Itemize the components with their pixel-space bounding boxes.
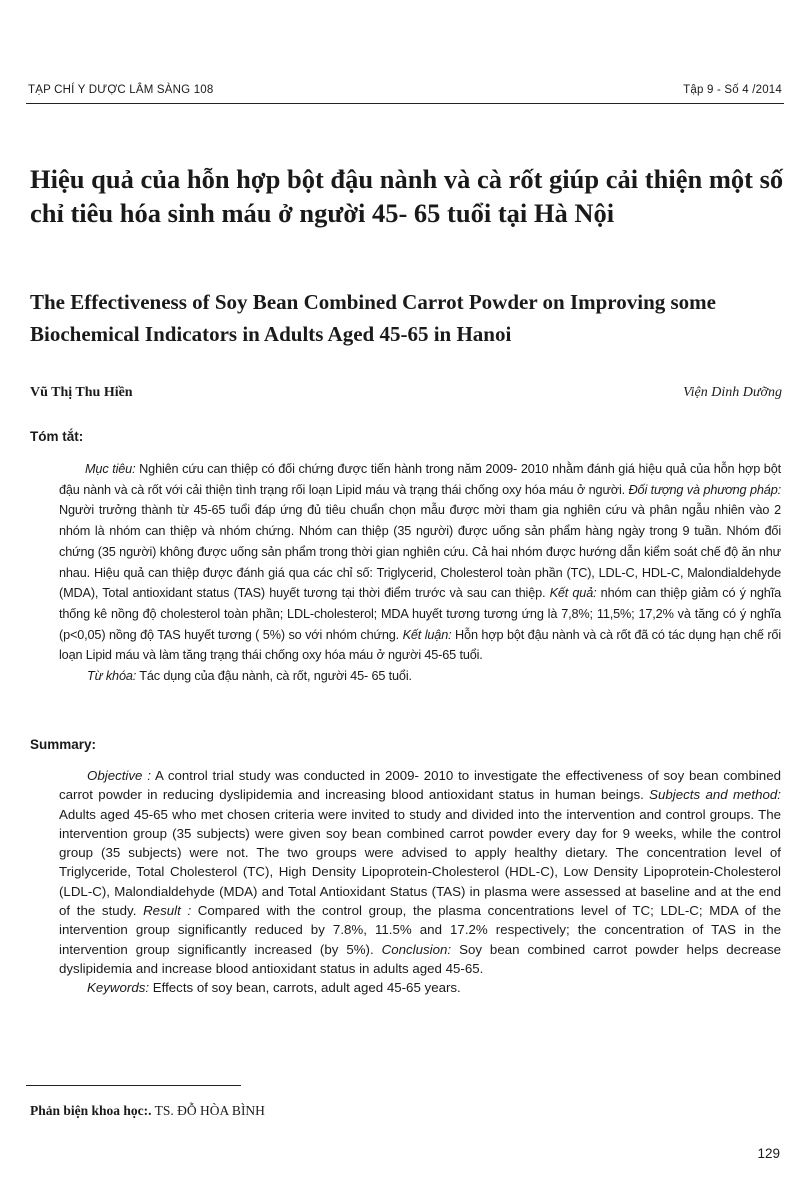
keywords-text: Tác dụng của đậu nành, cà rốt, người 45- 65 tuổi. [136,669,412,684]
footnote-divider [26,1085,241,1086]
reviewer-note [30,1103,265,1119]
vietnamese-title: Hiệu quả của hỗn hợp bột đậu nành và cà rốt giúp cải thiện một số chỉ tiêu hóa sinh máu ở người 45- 65 tuổi tại Hà Nội [30,164,784,228]
reviewer-name: TS. ĐỖ HÒA BÌNH [151,1103,265,1118]
english-abstract-body [59,766,781,978]
objective-label: Objective : [87,768,151,783]
author-affiliation: Viện Dinh Dưỡng [683,385,782,400]
vietnamese-keywords [87,666,781,687]
result-text: nhóm can thiệp giảm có ý nghĩa thống kê nồng độ cholesterol toàn phần; LDL-cholesterol; MDA huyết tương tương ứng là 7,8%; 11,5%; 17,2% và tăng có ý nghĩa (p<0,05) nồng độ TAS huyết tương ( 5%) so với nhóm chứng. [59,586,781,642]
vietnamese-abstract-body [59,459,781,666]
objective-text: Nghiên cứu can thiệp có đối chứng được tiến hành trong năm 2009- 2010 nhằm đánh giá hiệu quả của hỗn hợp bột đậu nành và cà rốt với cải thiện tình trạng rối loạn Lipid máu và trạng thái chống oxy hóa máu ở người. [59,462,781,497]
english-title: The Effectiveness of Soy Bean Combined Carrot Powder on Improving some Biochemical Indicators in Adults Aged 45-65 in Hanoi [30,290,716,346]
conclusion-text: Hỗn hợp bột đậu nành và cà rốt đã có tác dụng hạn chế rối loạn Lipid máu và làm tăng trạng thái chống oxy hóa máu ở người 45-65 tuổi. [59,627,782,663]
header-divider [26,103,784,104]
conclusion-label: Kết luận: [402,627,452,642]
english-abstract [59,766,781,998]
english-abstract-heading: Summary: [30,737,97,752]
keywords-text: Effects of soy bean, carrots, adult aged 45-65 years. [149,980,461,996]
conclusion-text: Soy bean combined carrot powder helps decrease dyslipidemia and increase blood antioxidant status in adults aged 45-65. [59,941,781,976]
author-name: Vũ Thị Thu Hiền [30,385,133,400]
vietnamese-abstract [59,459,781,687]
result-label: Kết quả: [549,586,597,601]
objective-label: Mục tiêu: [85,462,136,476]
issue-number: Tập 9 - Số 4 /2014 [683,84,782,96]
page-number: 129 [757,1146,780,1161]
keywords-label: Keywords: [87,980,150,996]
journal-name: TẠP CHÍ Y DƯỢC LÂM SÀNG 108 [28,84,214,96]
conclusion-label: Conclusion: [381,941,452,957]
vietnamese-abstract-heading: Tóm tắt: [30,429,84,444]
method-text: Adults aged 45-65 who met chosen criteria were invited to study and divided into the intervention and control groups. The intervention group (35 subjects) were given soy bean combined carrot powder every day for 9 weeks, while the control group (35 subjects) were not. The two groups were advised to apply healthy dietary. The concentration level of Triglyceride, Total Cholesterol (TC), High Density Lipoprotein-Cholesterol (HDL-C), Low Density Lipoprotein-Cholesterol (LDL-C), Malondialdehyde (MDA) and Total Antioxidant Status (TAS) in plasma were assessed at baseline and at the end of the study. [59,806,781,919]
result-label: Result : [143,903,192,919]
reviewer-label: Phản biện khoa học:. [30,1103,152,1118]
method-label: Subjects and method: [649,787,781,803]
method-text: Người trưởng thành từ 45-65 tuổi đáp ứng đủ tiêu chuẩn chọn mẫu được mời tham gia nghiên cứu và phân ngẫu nhiên vào 2 nhóm là nhóm can thiệp và nhóm chứng. Nhóm can thiệp (35 người) được uống sản phẩm hàng ngày trong 9 tuần. Nhóm đối chứng (35 người) không được uống sản phẩm trong thời gian nghiên cứu. Cả hai nhóm được hướng dẫn kiểm soát chế độ ăn như nhau. Hiệu quả can thiệp được đánh giá qua các chỉ số: Triglycerid, Cholesterol toàn phần (TC), LDL-C, HDL-C, Malondialdehyde (MDA), Total antioxidant status (TAS) huyết tương tại thời điểm trước và sau can thiệp. [59,503,781,601]
result-text: Compared with the control group, the plasma concentrations level of TC; LDL-C; MDA of the intervention group significantly reduced by 7.8%, 11.5% and 17.2% respectively; the concentration of TAS in the intervention group significantly increased (by 5%). [59,903,781,957]
objective-text: A control trial study was conducted in 2009- 2010 to investigate the effectiveness of soy bean combined carrot powder in reducing dyslipidemia and increasing blood antioxidant status in human beings. [59,768,781,803]
english-keywords [87,978,781,997]
method-label: Đối tượng và phương pháp: [628,482,781,497]
keywords-label: Từ khóa: [87,669,137,684]
